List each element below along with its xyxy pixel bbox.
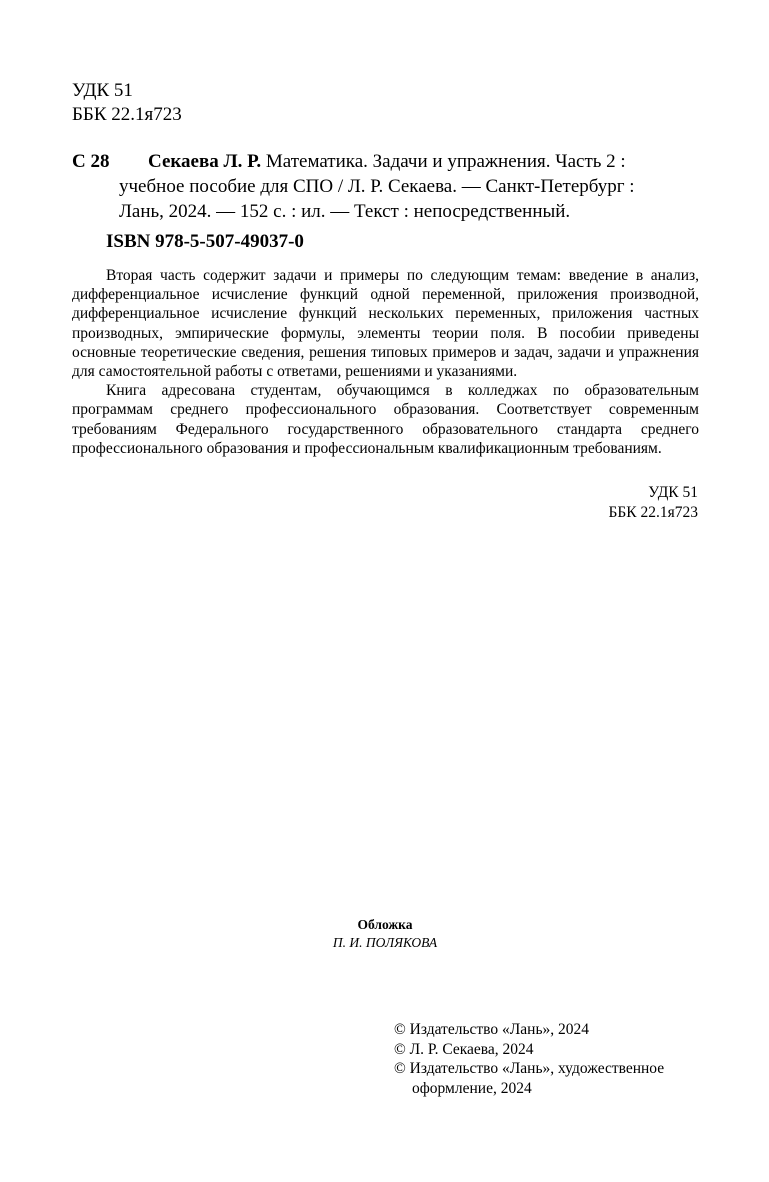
isbn: ISBN 978-5-507-49037-0 [106,231,304,252]
udk-code: УДК 51 [72,80,133,101]
extent-line: Лань, 2024. — 152 с. : ил. — Текст : непосредственный. [119,201,571,222]
annotation-paragraph: Вторая часть содержит задачи и примеры по следующим темам: введение в анализ, дифференциальное исчисление функций одной переменной, приложения производной, дифференциальное исчисление функций нескольких переменных, приложения частных производных, эмпирические формулы, элементы теории поля. В пособии приведены основные теоретические сведения, решения типовых примеров и задач, задачи и упражнения для самостоятельной работы с ответами, решениями и указаниями. [72,267,699,381]
bbk-code: ББК 22.1я723 [608,504,698,521]
classification-footer [560,483,698,523]
publication-line: учебное пособие для СПО / Л. Р. Секаева. — Санкт-Петербург : [119,176,635,197]
bbk-code: ББК 22.1я723 [72,104,182,125]
cover-designer: П. И. ПОЛЯКОВА [332,935,438,950]
classification-header [72,79,182,127]
copyright-line: © Издательство «Лань», художественное [394,1060,665,1077]
title-line: Математика. Задачи и упражнения. Часть 2 : [265,151,626,172]
copyright-line: © Издательство «Лань», 2024 [394,1021,590,1038]
copyright-block [394,1020,714,1098]
author-sign: С 28 [72,151,110,172]
cover-label: Обложка [357,917,413,932]
copyright-line-continuation: оформление, 2024 [412,1079,532,1097]
copyright-line: © Л. Р. Секаева, 2024 [394,1040,534,1058]
author-name: Секаева Л. Р. [148,151,262,172]
udk-code: УДК 51 [648,484,698,501]
annotation-paragraph: Книга адресована студентам, обучающимся в колледжах по образовательным программам среднего профессионального образования. Соответствует современным требованиям Федерального государственного образовательного стандарта среднего профессионального образования и профессиональным квалификационным требованиям. [72,382,699,457]
annotation [72,266,699,458]
bibliographic-description [148,149,693,174]
